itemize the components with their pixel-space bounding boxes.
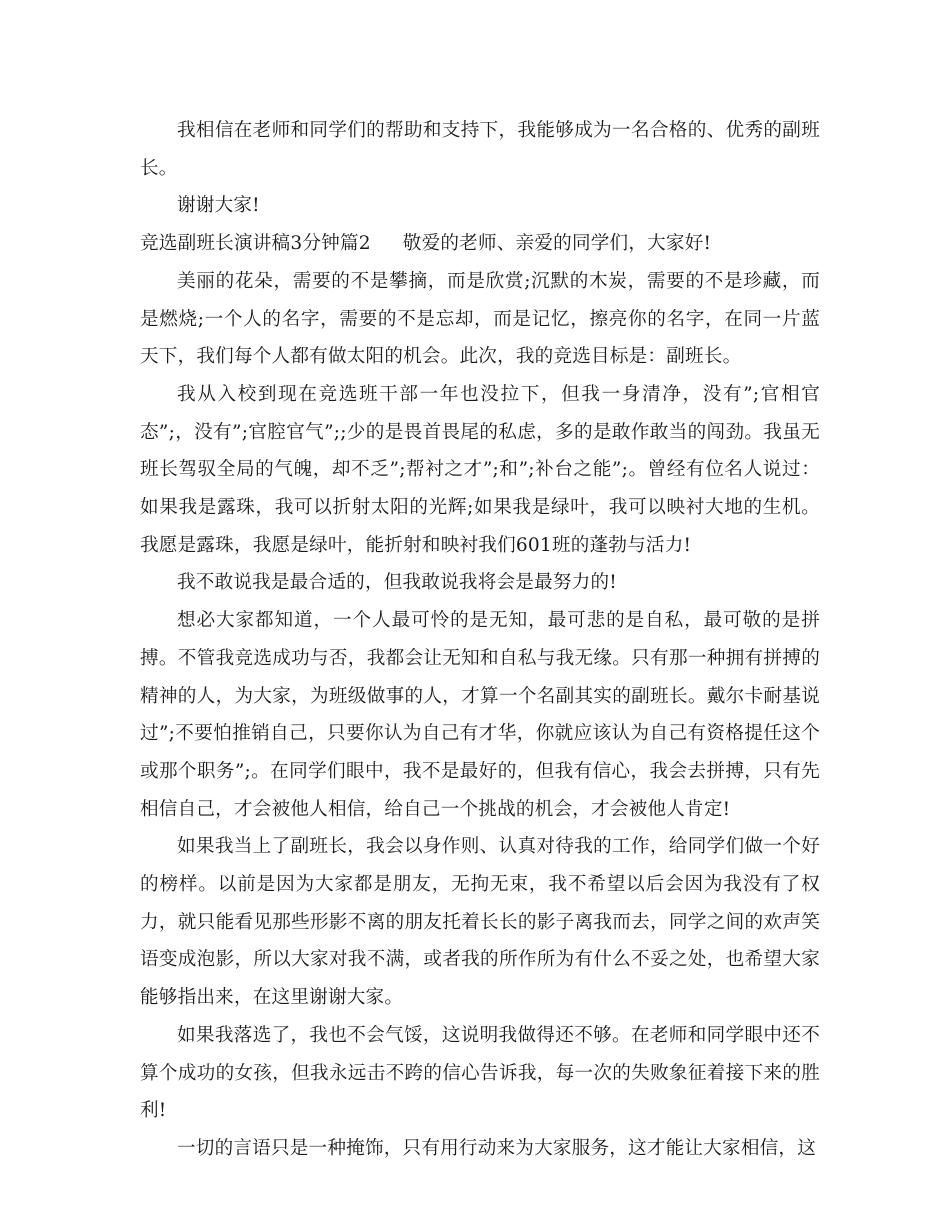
paragraph: 想必大家都知道，一个人最可怜的是无知，最可悲的是自私，最可敬的是拼搏。不管我竞选成功与否，我都会让无知和自私与我无缘。只有那一种拥有拼搏的精神的人，为大家，为班级做事的人，才算一个名副其实的副班长。戴尔卡耐基说过”;不要怕推销自己，只要你认为自己有才华，你就应该认为自己有资格提任这个或那个职务”;。在同学们眼中，我不是最好的，但我有信心，我会去拼搏，只有先相信自己，才会被他人相信，给自己一个挑战的机会，才会被他人肯定! [140, 610, 820, 820]
paragraph: 谢谢大家! [177, 195, 260, 217]
paragraph: 如果我当上了副班长，我会以身作则、认真对待我的工作，给同学们做一个好的榜样。以前是因为大家都是朋友，无拘无束，我不希望以后会因为我没有了权力，就只能看见那些形影不离的朋友托着长长的影子离我而去，同学之间的欢声笑语变成泡影，所以大家对我不满，或者我的所作所为有什么不妥之处，也希望大家能够指出来，在这里谢谢大家。 [140, 836, 820, 1009]
document-page [140, 112, 820, 1168]
paragraph: 我从入校到现在竞选班干部一年也没拉下，但我一身清净，没有”;官相官态”;，没有”;官腔官气”;;少的是畏首畏尾的私虑，多的是敢作敢当的闯劲。我虽无班长驾驭全局的气魄，却不乏”;帮衬之才”;和”;补台之能”;。曾经有位名人说过：如果我是露珠，我可以折射太阳的光辉;如果我是绿叶，我可以映衬大地的生机。我愿是露珠，我愿是绿叶，能折射和映衬我们601班的蓬勃与活力! [140, 383, 820, 556]
paragraph: 美丽的花朵，需要的不是攀摘，而是欣赏;沉默的木炭，需要的不是珍藏，而是燃烧;一个人的名字，需要的不是忘却，而是记忆，擦亮你的名字，在同一片蓝天下，我们每个人都有做太阳的机会。此次，我的竞选目标是：副班长。 [140, 270, 820, 368]
greeting-text: 敬爱的老师、亲爱的同学们，大家好! [402, 233, 712, 255]
paragraph: 如果我落选了，我也不会气馁，这说明我做得还不够。在老师和同学眼中还不算个成功的女孩，但我永远击不跨的信心告诉我，每一次的失败象征着接下来的胜利! [140, 1024, 820, 1122]
section-heading [140, 225, 820, 263]
paragraph: 一切的言语只是一种掩饰，只有用行动来为大家服务，这才能让大家相信，这 [177, 1137, 816, 1159]
paragraph: 我相信在老师和同学们的帮助和支持下，我能够成为一名合格的、优秀的副班长。 [140, 120, 820, 179]
section-title: 竞选副班长演讲稿3分钟篇2 [140, 233, 371, 255]
paragraph: 我不敢说我是最合适的，但我敢说我将会是最努力的! [177, 572, 617, 594]
